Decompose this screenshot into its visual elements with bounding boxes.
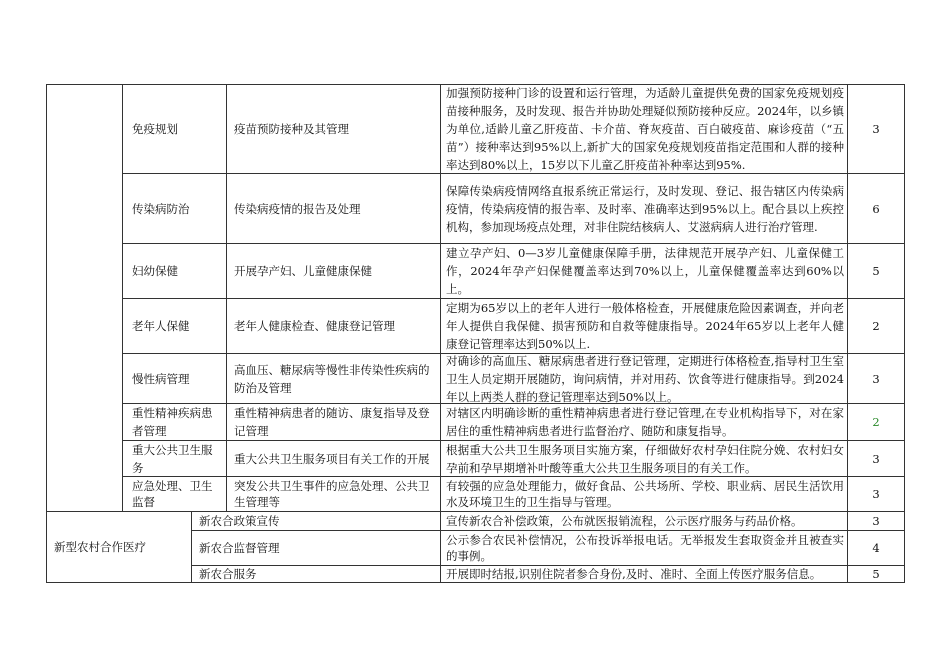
row-description: 对辖区内明确诊断的重性精神病患者进行登记管理,在专业机构指导下，对在家居住的重性精神病患者进行监督治疗、随防和康复指导。 (446, 406, 844, 438)
row-item: 重大公共卫生服务项目有关工作的开展 (234, 451, 430, 466)
row-subcategory: 妇幼保健 (132, 264, 178, 278)
row-description: 定期为65岁以上的老年人进行一般体格检查，开展健康危险因素调查，并向老年人提供自我保健、损害预防和自救等健康指导。2024年65岁以上老年人健康登记管理率达到50%以上. (446, 301, 844, 351)
row-description: 保障传染病疫情网络直报系统正常运行，及时发现、登记、报告辖区内传染病疫情，传染病疫情的报告率、及时率、准确率达到95%以上。配合县以上疾控机构，参加现场疫点处理，对非住院结核病人、艾滋病病人进行治疗管理. (446, 183, 844, 234)
row-description: 加强预防接种门诊的设置和运行管理，为适龄儿童提供免费的国家免疫规划疫苗接种服务，及时发现、报告并协助处理疑似预防接种反应。2024年，以乡镇为单位,适龄儿童乙肝疫苗、卡介苗、脊灰疫苗、百白破疫苗、麻诊疫苗（“五苗”）接种率达到95%以上,新扩大的国家免疫规划疫苗指定范围和人群的接种率达到80%以上，15岁以下儿童乙肝疫苗补种率达到95%. (446, 86, 844, 172)
row-score: 4 (872, 541, 880, 555)
row-subcategory: 传染病防治 (132, 201, 190, 216)
row-score: 6 (872, 201, 880, 216)
row-description: 有较强的应急处理能力，做好食品、公共场所、学校、职业病、居民生活饮用水及环境卫生的卫生指导与管理。 (446, 479, 844, 509)
row-score: 5 (872, 567, 880, 581)
row-description: 开展即时结报,识别住院者参合身份,及时、准时、全面上传医疗服务信息。 (446, 567, 822, 581)
row-score: 5 (872, 264, 880, 278)
row-item: 新农合服务 (199, 567, 257, 581)
row-item: 重性精神病患者的随访、康复指导及登记管理 (234, 406, 430, 438)
row-score: 3 (872, 371, 880, 386)
row-score: 2 (872, 319, 880, 333)
row-description: 宣传新农合补偿政策，公布就医报销流程，公示医疗服务与药品价格。 (446, 514, 803, 528)
row-score: 3 (872, 451, 880, 466)
row-description: 建立孕产妇、0—3岁儿童健康保障手册，法律规范开展孕产妇、儿童保健工作，2024年孕产妇保健覆盖率达到70%以上，儿童保健覆盖率达到60%以上。 (446, 246, 844, 296)
row-item: 突发公共卫生事件的应急处理、公共卫生管理等 (234, 479, 430, 509)
row-description: 根据重大公共卫生服务项目实施方案，仔细做好农村孕妇住院分娩、农村妇女孕前和孕早期增补叶酸等重大公共卫生服务项目的有关工作。 (446, 442, 844, 475)
row-subcategory: 应急处理、卫生监督 (132, 479, 213, 509)
row-item: 老年人健康检查、健康登记管理 (234, 319, 395, 333)
row-item: 开展孕产妇、儿童健康保健 (234, 264, 372, 278)
row-subcategory: 免疫规划 (132, 122, 178, 136)
ncms-category: 新型农村合作医疗 (54, 540, 146, 554)
row-subcategory: 重性精神疾病患者管理 (132, 406, 213, 438)
row-item: 新农合监督管理 (199, 541, 280, 555)
row-subcategory: 重大公共卫生服务 (132, 442, 213, 475)
row-item: 新农合政策宣传 (199, 514, 280, 528)
row-item: 疫苗预防接种及其管理 (234, 122, 349, 136)
row-subcategory: 老年人保健 (132, 319, 190, 333)
row-item: 传染病疫情的报告及处理 (234, 201, 361, 216)
row-description: 对确诊的高血压、糖尿病患者进行登记管理，定期进行体格检查,指导村卫生室卫生人员定期开展随防，询问病情，并对用药、饮食等进行健康指导。到2024年以上两类人群的登记管理率达到50%以上。 (446, 353, 844, 404)
row-item: 高血压、糖尿病等慢性非传染性疾病的防治及管理 (234, 362, 430, 395)
row-description: 公示参合农民补偿情况，公布投诉举报电话。无举报发生套取资金并且被查实的事例。 (446, 533, 844, 563)
row-score: 3 (872, 122, 880, 136)
row-subcategory: 慢性病管理 (132, 371, 190, 386)
row-score: 2 (872, 415, 880, 429)
row-score: 3 (872, 487, 880, 501)
row-score: 3 (872, 514, 880, 528)
